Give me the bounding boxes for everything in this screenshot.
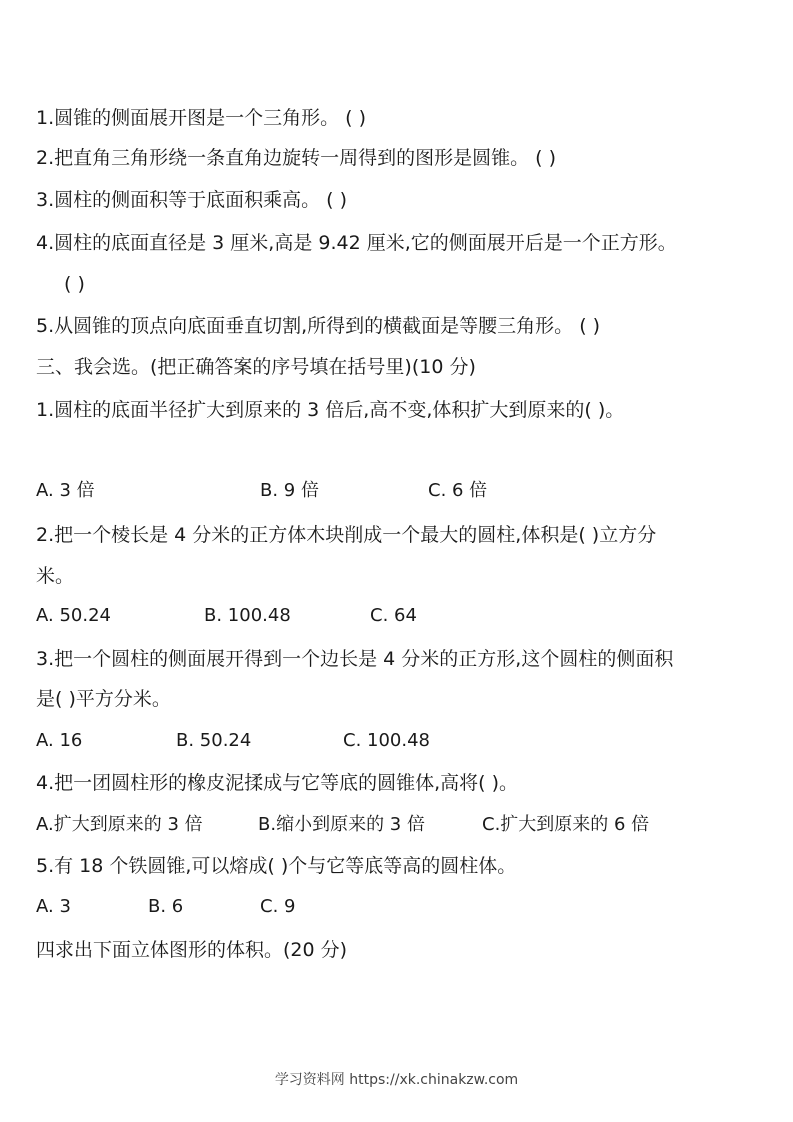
- choice-q1-option-c: C. 6 倍: [428, 480, 488, 501]
- choice-q2-text-1: 2.把一个棱长是 4 分米的正方体木块削成一个最大的圆柱,体积是( )立方分: [36, 524, 657, 546]
- choice-q4-text: 4.把一团圆柱形的橡皮泥揉成与它等底的圆锥体,高将( )。: [36, 772, 519, 794]
- choice-q3-option-a: A. 16: [36, 730, 83, 751]
- choice-q3-option-c: C. 100.48: [343, 730, 430, 751]
- choice-q2-text-2: 米。: [36, 565, 75, 587]
- judge-item-4-paren: ( ): [64, 273, 85, 295]
- choice-q3-text-2: 是( )平方分米。: [36, 688, 171, 710]
- choice-q1-option-b: B. 9 倍: [260, 480, 319, 501]
- judge-item-4: 4.圆柱的底面直径是 3 厘米,高是 9.42 厘米,它的侧面展开后是一个正方形。: [36, 232, 677, 254]
- choice-q2-option-a: A. 50.24: [36, 605, 111, 626]
- choice-q5-option-c: C. 9: [260, 896, 296, 917]
- footer-watermark[interactable]: 学习资料网 https://xk.chinakzw.com: [274, 1072, 519, 1088]
- choice-q4-option-c: C.扩大到原来的 6 倍: [482, 814, 650, 835]
- section4-title: 四求出下面立体图形的体积。(20 分): [36, 939, 348, 961]
- judge-item-3: 3.圆柱的侧面积等于底面积乘高。 ( ): [36, 189, 348, 211]
- judge-item-1: 1.圆锥的侧面展开图是一个三角形。 ( ): [36, 107, 367, 129]
- choice-q2-option-b: B. 100.48: [204, 605, 291, 626]
- choice-q4-option-a: A.扩大到原来的 3 倍: [36, 814, 203, 835]
- judge-item-5: 5.从圆锥的顶点向底面垂直切割,所得到的横截面是等腰三角形。 ( ): [36, 315, 601, 337]
- choice-q1-option-a: A. 3 倍: [36, 480, 95, 501]
- choice-q5-text: 5.有 18 个铁圆锥,可以熔成( )个与它等底等高的圆柱体。: [36, 855, 517, 877]
- choice-q2-option-c: C. 64: [370, 605, 417, 626]
- section3-title: 三、我会选。(把正确答案的序号填在括号里)(10 分): [36, 356, 476, 378]
- choice-q5-option-b: B. 6: [148, 896, 184, 917]
- choice-q1-text: 1.圆柱的底面半径扩大到原来的 3 倍后,高不变,体积扩大到原来的( )。: [36, 399, 625, 421]
- choice-q3-text-1: 3.把一个圆柱的侧面展开得到一个边长是 4 分米的正方形,这个圆柱的侧面积: [36, 648, 674, 670]
- choice-q5-option-a: A. 3: [36, 896, 71, 917]
- judge-item-2: 2.把直角三角形绕一条直角边旋转一周得到的图形是圆锥。 ( ): [36, 147, 557, 169]
- choice-q3-option-b: B. 50.24: [176, 730, 252, 751]
- choice-q4-option-b: B.缩小到原来的 3 倍: [258, 814, 425, 835]
